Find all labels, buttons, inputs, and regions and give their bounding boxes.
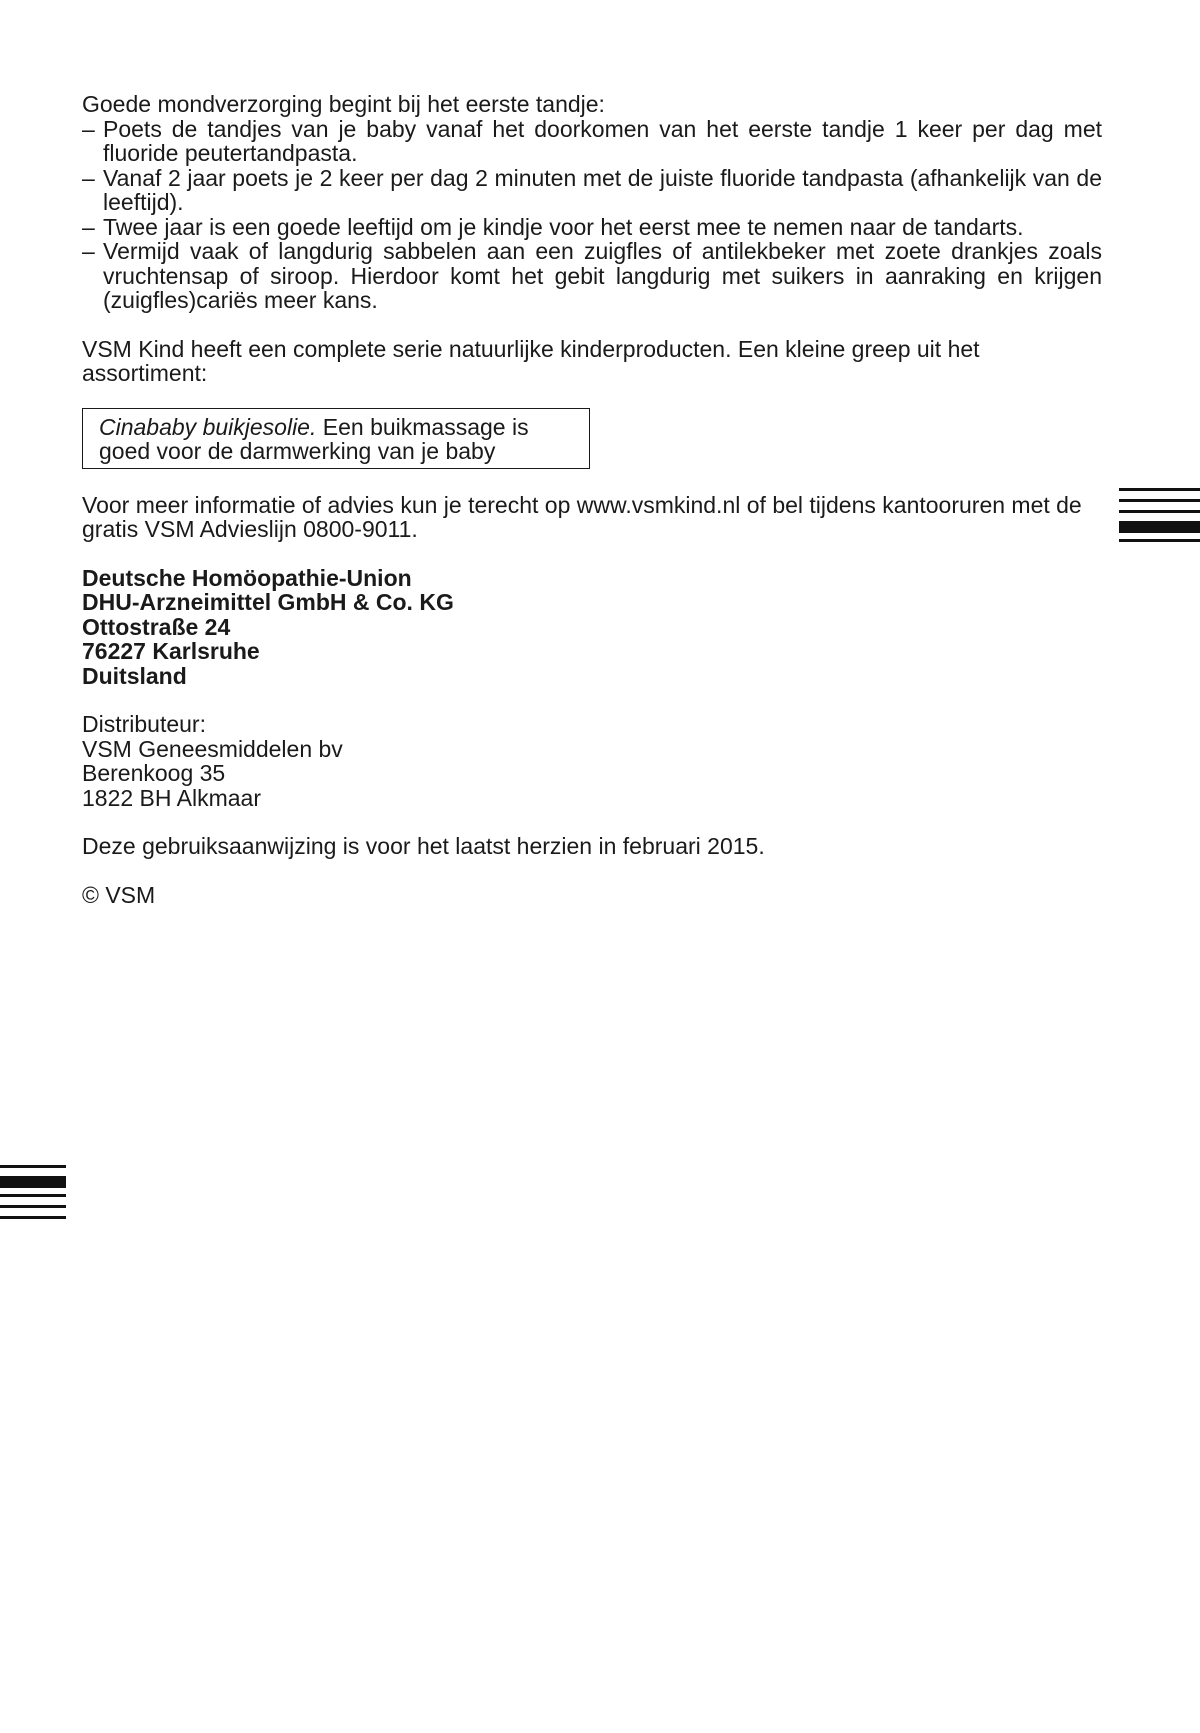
distributor-name: VSM Geneesmiddelen bv — [82, 735, 343, 762]
tab-bar — [1119, 539, 1200, 542]
tab-bar — [0, 1176, 66, 1188]
manufacturer-line: Deutsche Homöopathie-Union — [82, 564, 412, 591]
leaflet-page — [82, 92, 1102, 907]
distributor-street: Berenkoog 35 — [82, 760, 226, 786]
distributor-address — [82, 712, 1102, 810]
language-tab-marker-right — [1119, 488, 1200, 542]
tab-bar — [1119, 521, 1200, 533]
manufacturer-line: Duitsland — [82, 662, 187, 689]
oral-care-list — [82, 117, 1102, 313]
distributor-label: Distributeur: — [82, 711, 206, 737]
list-item-text: Vanaf 2 jaar poets je 2 keer per dag 2 minuten met de juiste fluoride tandpasta (afhankelijk van de leeftijd). — [103, 164, 1102, 215]
tab-bar — [0, 1216, 66, 1219]
assortment-text: VSM Kind heeft een complete serie natuurlijke kinderproducten. Een kleine greep uit het assortiment: — [82, 335, 980, 386]
manufacturer-address — [82, 566, 1102, 689]
revision-text: Deze gebruiksaanwijzing is voor het laatst herzien in februari 2015. — [82, 833, 765, 859]
bullet-dash: – — [82, 213, 95, 240]
manufacturer-line: 76227 Karlsruhe — [82, 638, 260, 664]
product-box — [82, 408, 590, 469]
bullet-dash: – — [82, 115, 95, 142]
manufacturer-line: DHU-Arzneimittel GmbH & Co. KG — [82, 589, 454, 615]
list-item — [82, 166, 1102, 215]
distributor-city: 1822 BH Alkmaar — [82, 784, 261, 811]
list-item — [82, 239, 1102, 313]
product-description: Een buikmassage is goed voor de darmwerking van je baby — [99, 413, 529, 464]
manufacturer-line: Ottostraße 24 — [82, 613, 231, 640]
product-name: Cinababy buikjesolie. — [99, 413, 317, 440]
language-tab-marker-left — [0, 1165, 66, 1219]
list-item — [82, 215, 1102, 240]
copyright: © VSM — [82, 881, 156, 908]
bullet-dash: – — [82, 164, 95, 191]
list-item-text: Vermijd vaak of langdurig sabbelen aan een zuigfles of antilekbeker met zoete drankjes zoals vruchtensap of siroop. Hierdoor komt het gebit langdurig met suikers in aanraking en krijgen (zuigfles)cariës meer kans. — [103, 238, 1102, 313]
oral-care-intro: Goede mondverzorging begint bij het eerste tandje: — [82, 91, 605, 117]
list-item — [82, 117, 1102, 166]
bullet-dash: – — [82, 238, 95, 264]
list-item-text: Twee jaar is een goede leeftijd om je kindje voor het eerst mee te nemen naar de tandarts. — [103, 213, 1024, 240]
info-text: Voor meer informatie of advies kun je terecht op www.vsmkind.nl of bel tijdens kantooruren met de gratis VSM Advieslijn 0800-9011. — [82, 491, 1082, 542]
list-item-text: Poets de tandjes van je baby vanaf het doorkomen van het eerste tandje 1 keer per dag met fluoride peutertandpasta. — [103, 115, 1102, 166]
